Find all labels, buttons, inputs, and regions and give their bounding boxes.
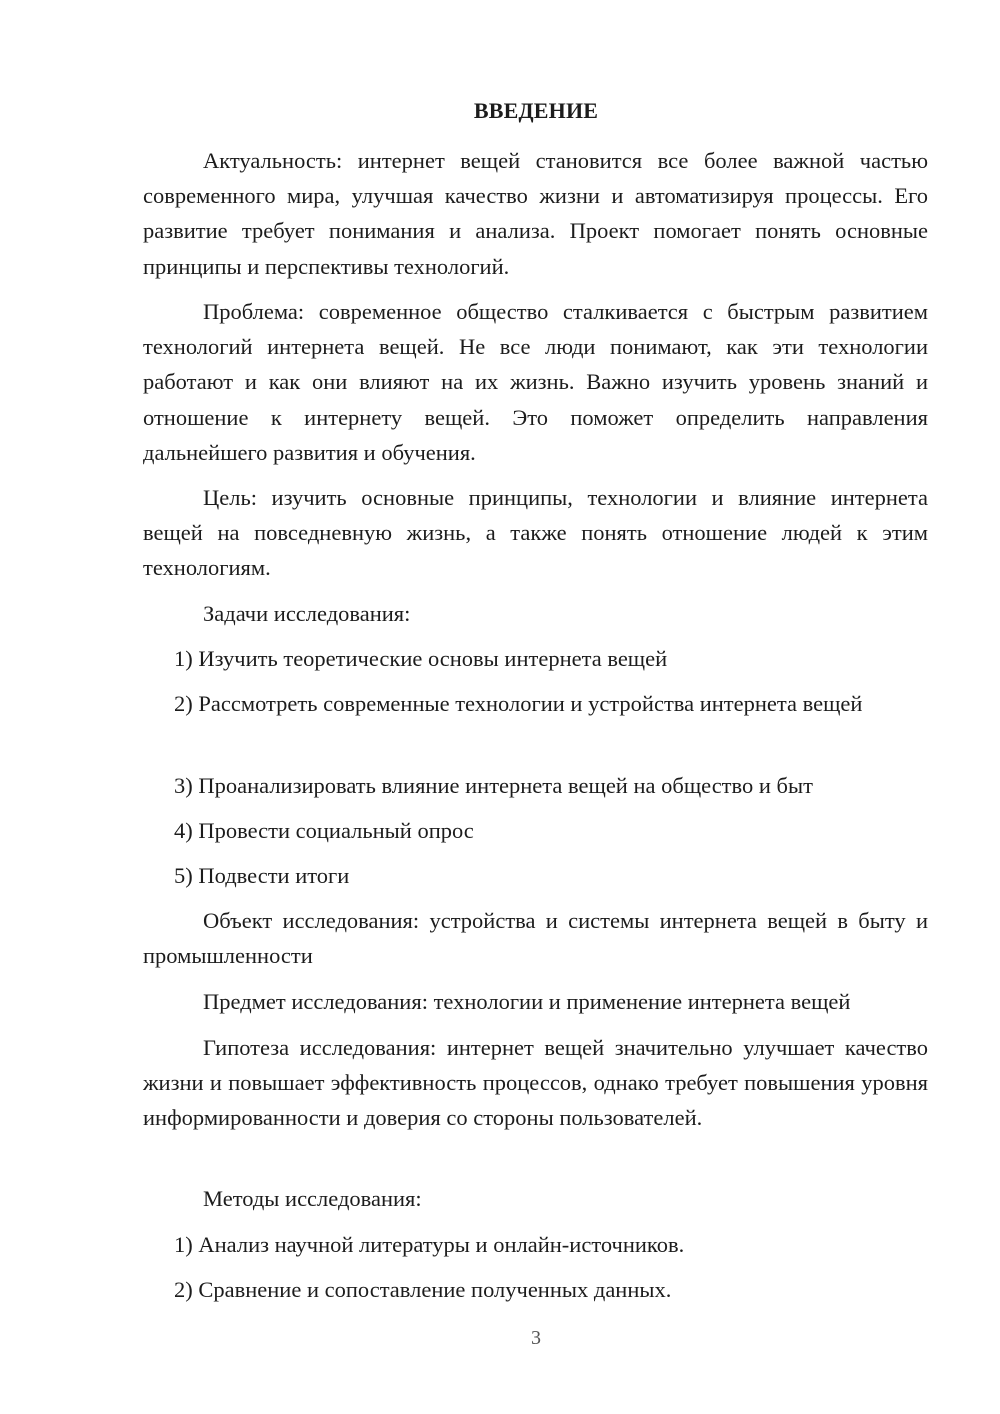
paragraph-subject: Предмет исследования: технологии и применение интернета вещей [203, 989, 851, 1014]
paragraph-goal: Цель: изучить основные принципы, технологии и влияние интернета вещей на повседневную жизнь, а также понять отношение людей к этим технологиям. [143, 485, 928, 581]
paragraph-object: Объект исследования: устройства и системы интернета вещей в быту и промышленности [143, 908, 928, 969]
page-number: 3 [531, 1327, 541, 1349]
paragraph-relevance: Актуальность: интернет вещей становится все более важной частью современного мира, улучшая качество жизни и автоматизируя процессы. Его развитие требует понимания и анализа. Проект помогает понять основные принципы и перспективы технологий. [143, 148, 928, 279]
task-item-2: 2) Рассмотреть современные технологии и устройства интернета вещей [174, 691, 863, 716]
method-item-1: 1) Анализ научной литературы и онлайн-источников. [174, 1232, 685, 1257]
task-item-3: 3) Проанализировать влияние интернета вещей на общество и быт [174, 773, 813, 798]
task-item-4: 4) Провести социальный опрос [174, 818, 474, 843]
method-item-2: 2) Сравнение и сопоставление полученных данных. [174, 1277, 672, 1302]
paragraph-problem: Проблема: современное общество сталкивается с быстрым развитием технологий интернета вещей. Не все люди понимают, как эти технологии работают и как они влияют на их жизнь. Важно изучить уровень знаний и отношение к интернету вещей. Это поможет определить направления дальнейшего развития и обучения. [143, 299, 928, 465]
task-item-5: 5) Подвести итоги [174, 863, 350, 888]
section-heading: ВВЕДЕНИЕ [473, 98, 599, 123]
tasks-title: Задачи исследования: [203, 601, 411, 626]
paragraph-hypothesis: Гипотеза исследования: интернет вещей значительно улучшает качество жизни и повышает эффективность процессов, однако требует повышения уровня информированности и доверия со стороны пользователей. [143, 1035, 928, 1131]
methods-title: Методы исследования: [203, 1186, 422, 1211]
task-item-1: 1) Изучить теоретические основы интернета вещей [174, 646, 668, 671]
